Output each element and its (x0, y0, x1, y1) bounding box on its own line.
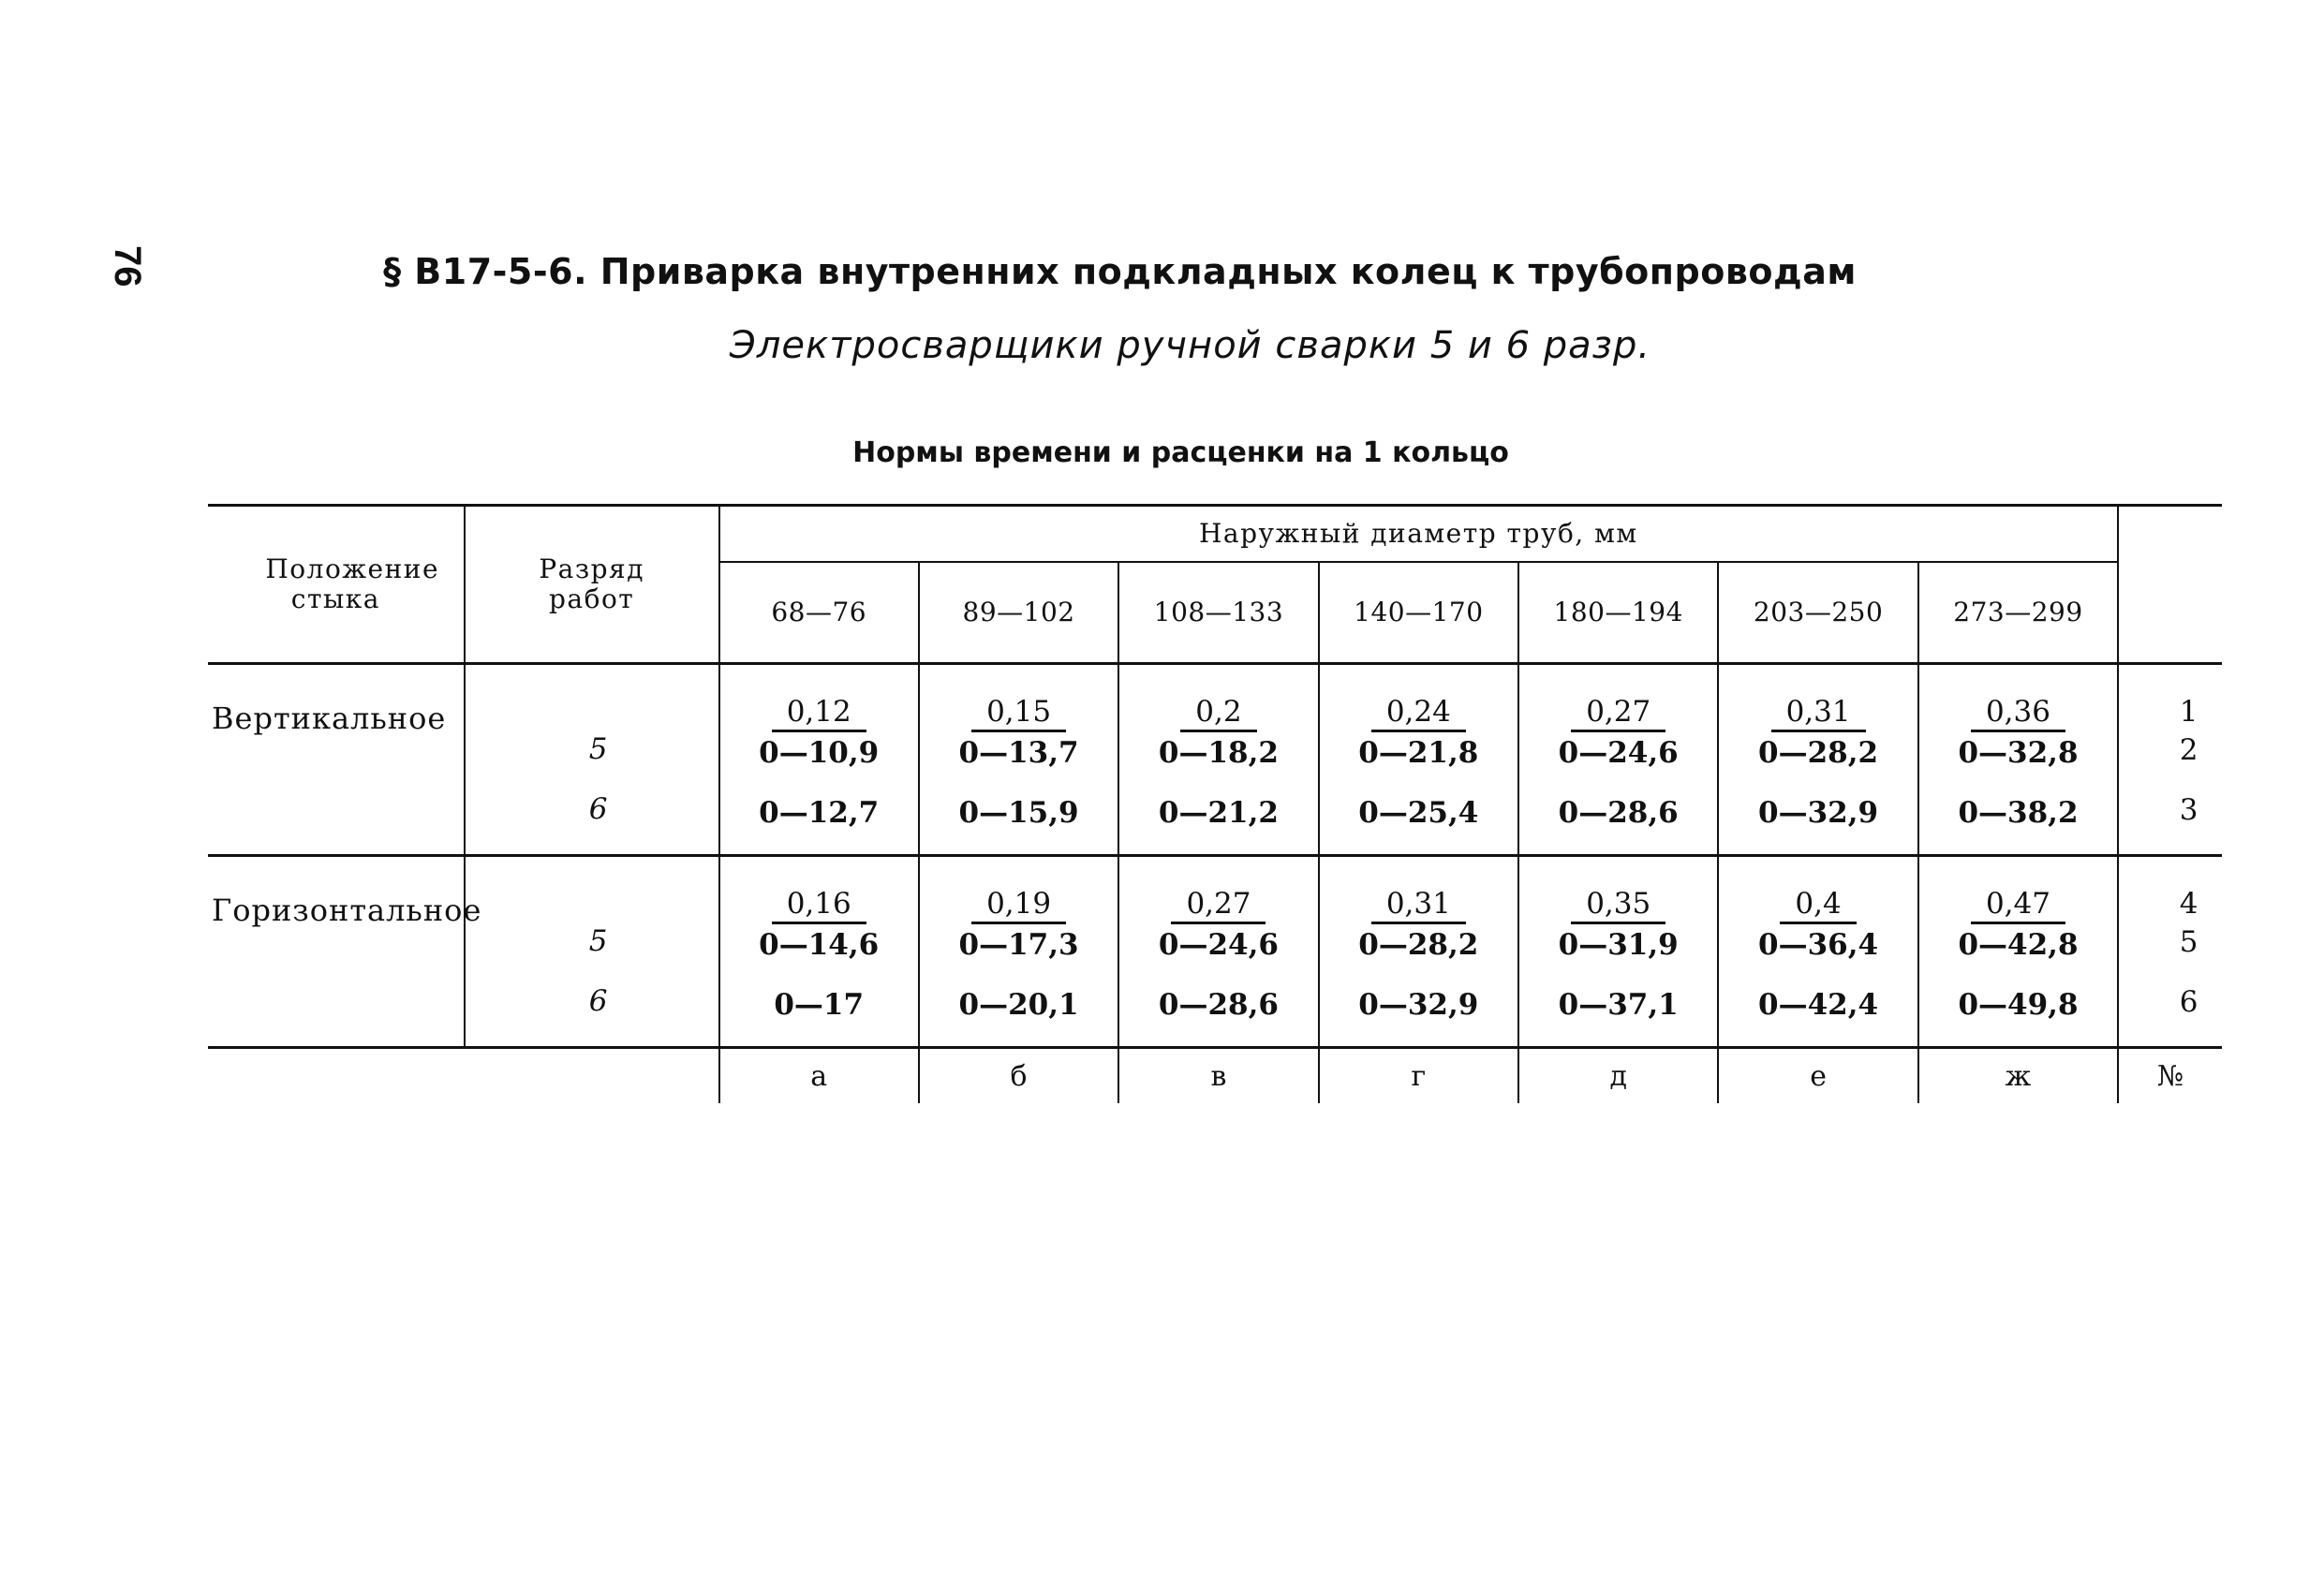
rate-grade-6: 0—28,6 (1158, 988, 1279, 1022)
number-label: № (2118, 1048, 2222, 1104)
rate-grade-6: 0—12,7 (759, 796, 880, 830)
rate-grade-5: 0—21,8 (1358, 736, 1479, 770)
table-caption: Нормы времени и расценки на 1 кольцо (852, 436, 1509, 469)
grade-6: 6 (588, 984, 608, 1018)
header-diameter: 180—194 (1518, 562, 1718, 664)
rate-grade-5: 0—24,6 (1158, 928, 1279, 962)
rate-grade-6: 0—28,6 (1558, 796, 1679, 830)
rate-grade-6: 0—25,4 (1358, 796, 1479, 830)
value-cell (1718, 664, 1917, 856)
rate-grade-5: 0—10,9 (759, 736, 880, 770)
time-norm: 0,27 (1571, 694, 1665, 732)
rate-grade-6: 0—49,8 (1958, 988, 2079, 1022)
header-diameter: 203—250 (1718, 562, 1917, 664)
table-body (208, 664, 2222, 1048)
value-cell (719, 856, 919, 1048)
rate-grade-5: 0—28,2 (1758, 736, 1879, 770)
rate-grade-6: 0—15,9 (958, 796, 1079, 830)
row-number: 5 (2179, 925, 2198, 959)
value-cell (719, 664, 919, 856)
page-number: 76 (107, 245, 148, 288)
row-number: 4 (2179, 887, 2198, 921)
value-cell (1319, 856, 1518, 1048)
rate-grade-6: 0—32,9 (1358, 988, 1479, 1022)
header-diameter: 108—133 (1118, 562, 1318, 664)
row-number: 6 (2179, 985, 2198, 1019)
grade-6: 6 (588, 792, 608, 826)
rate-grade-6: 0—17 (774, 988, 865, 1022)
row-numbers (2118, 664, 2222, 856)
column-letter: д (1518, 1048, 1718, 1104)
column-letter: б (919, 1048, 1118, 1104)
time-norm: 0,31 (1371, 886, 1466, 924)
row-number: 2 (2179, 733, 2198, 767)
section-heading: § В17-5-6. Приварка внутренних подкладных колец к трубопроводам (383, 251, 1857, 292)
group-row (208, 856, 2222, 1048)
header-diameter: 68—76 (719, 562, 919, 664)
time-norm: 0,12 (772, 694, 866, 732)
time-norm: 0,27 (1171, 886, 1266, 924)
rate-grade-5: 0—17,3 (958, 928, 1079, 962)
row-number: 1 (2179, 695, 2198, 729)
column-letter: в (1118, 1048, 1318, 1104)
value-cell (1918, 856, 2118, 1048)
time-norm: 0,36 (1971, 694, 2065, 732)
time-norm: 0,4 (1780, 886, 1856, 924)
time-norm: 0,47 (1971, 886, 2065, 924)
time-norm: 0,15 (971, 694, 1066, 732)
column-letter: а (719, 1048, 919, 1104)
rate-grade-5: 0—13,7 (958, 736, 1079, 770)
header-diameter: 89—102 (919, 562, 1118, 664)
footer-blank (465, 1048, 719, 1104)
joint-position: Горизонтальное (208, 856, 465, 1048)
rate-grade-5: 0—36,4 (1758, 928, 1879, 962)
header-position-label: Положение стыка (265, 553, 440, 614)
value-cell (1518, 856, 1718, 1048)
rate-grade-6: 0—32,9 (1758, 796, 1879, 830)
joint-position: Вертикальное (208, 664, 465, 856)
rate-grade-5: 0—24,6 (1558, 736, 1679, 770)
grade-5: 5 (588, 732, 608, 766)
rate-grade-6: 0—20,1 (958, 988, 1079, 1022)
time-norm: 0,31 (1771, 694, 1866, 732)
rate-grade-5: 0—18,2 (1158, 736, 1279, 770)
header-grade-label: Разряд работ (539, 553, 644, 614)
norms-table (208, 504, 2222, 1103)
rate-grade-5: 0—42,8 (1958, 928, 2079, 962)
value-cell (1319, 664, 1518, 856)
value-cell (1118, 856, 1318, 1048)
value-cell (919, 664, 1118, 856)
group-row (208, 664, 2222, 856)
rate-grade-5: 0—31,9 (1558, 928, 1679, 962)
rate-grade-5: 0—32,8 (1958, 736, 2079, 770)
rate-grade-6: 0—21,2 (1158, 796, 1279, 830)
time-norm: 0,35 (1571, 886, 1665, 924)
time-norm: 0,2 (1180, 694, 1256, 732)
grade-cell (465, 664, 719, 856)
header-number-blank (2118, 506, 2222, 664)
column-letters-row (208, 1048, 2222, 1104)
value-cell (1118, 664, 1318, 856)
rate-grade-5: 0—28,2 (1358, 928, 1479, 962)
grade-cell (465, 856, 719, 1048)
time-norm: 0,24 (1371, 694, 1466, 732)
row-number: 3 (2179, 793, 2198, 827)
header-diameter: 273—299 (1918, 562, 2118, 664)
rate-grade-6: 0—42,4 (1758, 988, 1879, 1022)
rate-grade-6: 0—37,1 (1558, 988, 1679, 1022)
value-cell (919, 856, 1118, 1048)
column-letter: г (1319, 1048, 1518, 1104)
value-cell (1718, 856, 1917, 1048)
workers-subheading: Электросварщики ручной сварки 5 и 6 разр. (729, 324, 1651, 367)
footer-blank (208, 1048, 465, 1104)
row-numbers (2118, 856, 2222, 1048)
norms-table-wrapper (208, 504, 2222, 1103)
grade-5: 5 (588, 924, 608, 958)
rate-grade-6: 0—38,2 (1958, 796, 2079, 830)
time-norm: 0,19 (971, 886, 1066, 924)
column-letter: е (1718, 1048, 1917, 1104)
header-position (208, 506, 465, 664)
value-cell (1518, 664, 1718, 856)
header-diameter: 140—170 (1319, 562, 1518, 664)
rate-grade-5: 0—14,6 (759, 928, 880, 962)
column-letter: ж (1918, 1048, 2118, 1104)
header-grade (465, 506, 719, 664)
header-diameter-group: Наружный диаметр труб, мм (719, 506, 2119, 563)
time-norm: 0,16 (772, 886, 866, 924)
value-cell (1918, 664, 2118, 856)
